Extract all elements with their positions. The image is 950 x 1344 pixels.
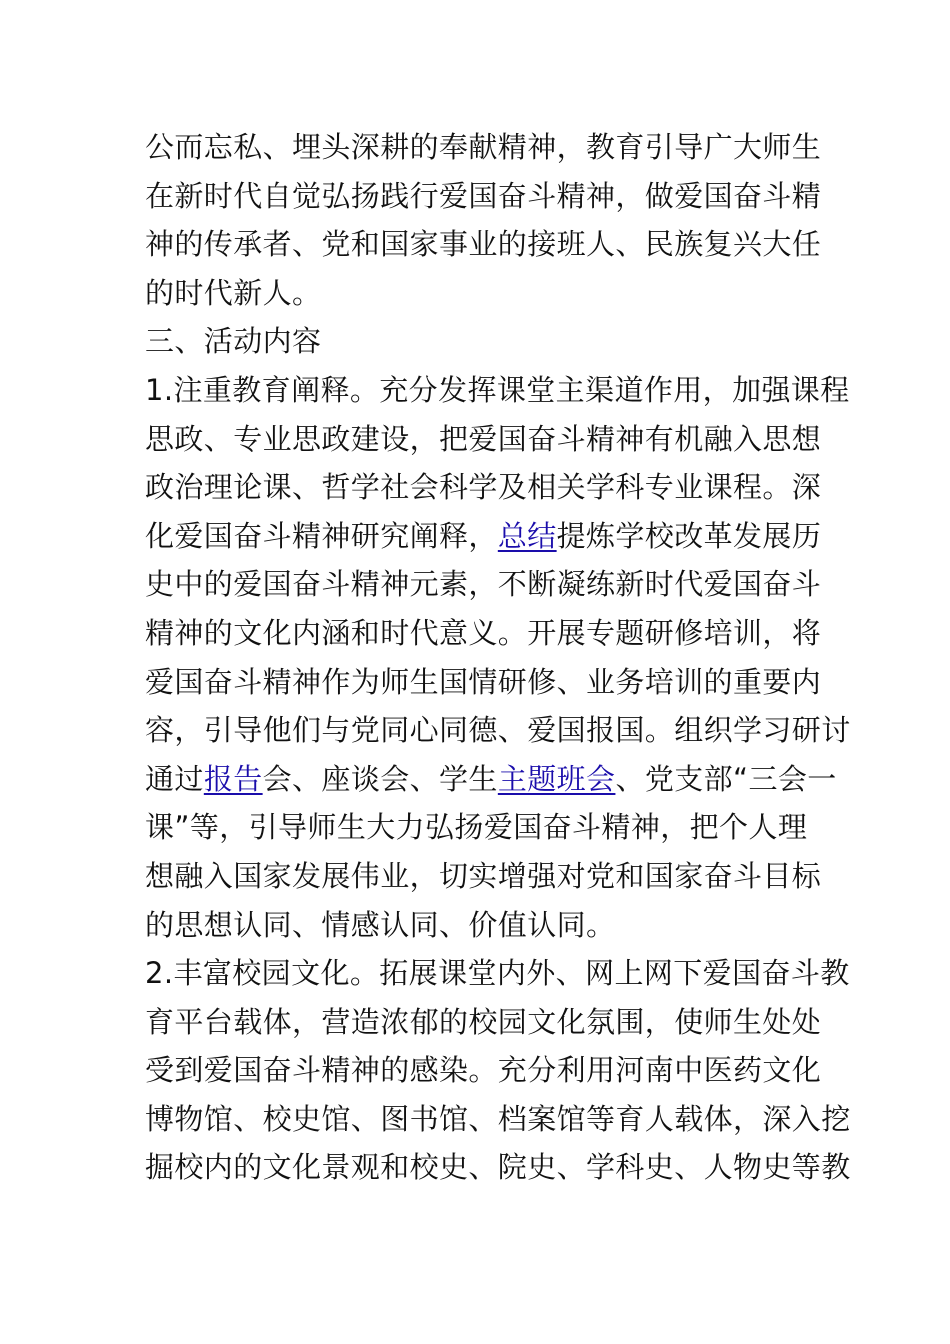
text-line: 史中的爱国奋斗精神元素，不断凝练新时代爱国奋斗: [145, 567, 822, 602]
link-report[interactable]: 报告: [203, 761, 263, 796]
text-segment: 通过: [145, 761, 204, 796]
text-line: 2.丰富校园文化。拓展课堂内外、网上网下爱国奋斗教: [145, 956, 850, 991]
section-heading: 三、活动内容: [145, 324, 322, 359]
text-line: 容，引导他们与党同心同德、爱国报国。组织学习研讨: [145, 713, 851, 748]
text-line: 的时代新人。: [145, 275, 322, 310]
text-line: 课”等，引导师生大力弘扬爱国奋斗精神，把个人理: [145, 810, 808, 845]
text-line: 的思想认同、情感认同、价值认同。: [145, 907, 616, 942]
text-line: [145, 755, 837, 804]
text-line: 掘校内的文化景观和校史、院史、学科史、人物史等教: [145, 1150, 851, 1185]
text-line: 公而忘私、埋头深耕的奉献精神，教育引导广大师生: [145, 130, 822, 164]
document-body: [145, 123, 851, 1192]
text-line: 受到爱国奋斗精神的感染。充分利用河南中医药文化: [145, 1053, 822, 1088]
text-line: 在新时代自觉弘扬践行爱国奋斗精神，做爱国奋斗精: [145, 178, 822, 213]
text-segment: 会、座谈会、学生: [262, 761, 498, 796]
text-line: 爱国奋斗精神作为师生国情研修、业务培训的重要内: [145, 664, 822, 699]
text-line: 政治理论课、哲学社会科学及相关学科专业课程。深: [145, 470, 822, 505]
text-line: 神的传承者、党和国家事业的接班人、民族复兴大任: [145, 227, 822, 262]
link-theme-class-meeting[interactable]: 主题班会: [497, 761, 616, 796]
text-segment: 化爱国奋斗精神研究阐释，: [145, 518, 498, 553]
text-line: 思政、专业思政建设，把爱国奋斗精神有机融入思想: [145, 421, 822, 456]
text-segment: 提炼学校改革发展历: [556, 518, 822, 553]
text-line: 博物馆、校史馆、图书馆、档案馆等育人载体，深入挖: [145, 1101, 851, 1136]
text-segment: 、党支部“三会一: [615, 761, 837, 796]
text-line: 1.注重教育阐释。充分发挥课堂主渠道作用，加强课程: [145, 372, 850, 407]
link-summary[interactable]: 总结: [497, 518, 557, 553]
text-line: 想融入国家发展伟业，切实增强对党和国家奋斗目标: [145, 858, 822, 893]
text-line: 育平台载体，营造浓郁的校园文化氛围，使师生处处: [145, 1004, 822, 1039]
text-line: [145, 512, 822, 561]
text-line: 精神的文化内涵和时代意义。开展专题研修培训，将: [145, 615, 822, 650]
